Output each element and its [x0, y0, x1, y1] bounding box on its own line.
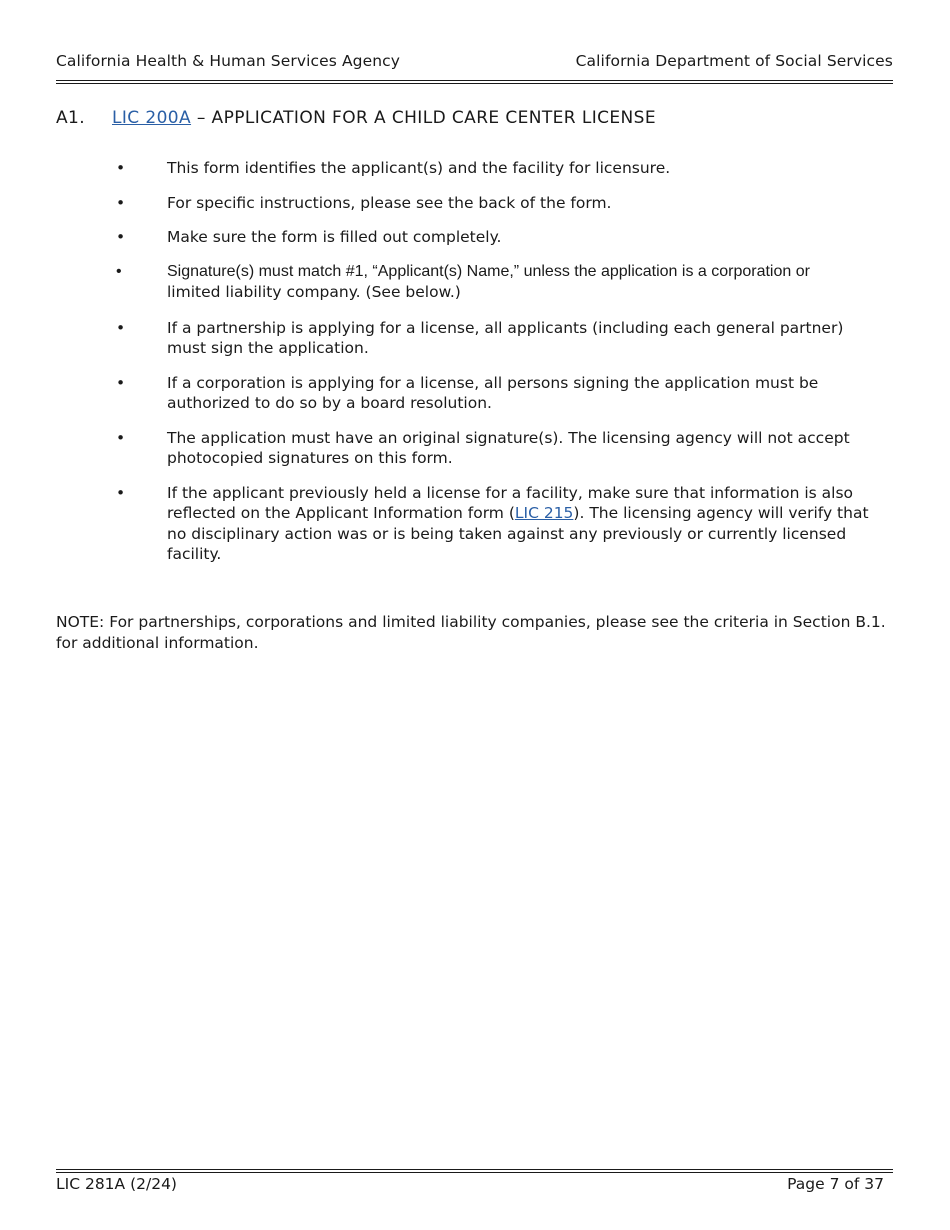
footer-rule-bottom: [56, 1172, 893, 1173]
list-item: [116, 158, 886, 179]
bullet-glyph: •: [116, 262, 122, 280]
list-item-text-before-link: If the applicant previously held a license for a facility, make sure that information is also reflected on the Applicant Information form (: [167, 483, 854, 522]
lic-200a-link[interactable]: LIC 200A: [112, 108, 192, 128]
bullet-glyph: •: [116, 483, 126, 502]
footer-rule-top: [56, 1169, 893, 1170]
bullet-glyph: •: [116, 228, 126, 246]
section-heading: [56, 108, 656, 128]
section-number: A1.: [56, 108, 86, 128]
bullet-glyph: •: [116, 193, 126, 212]
list-item-text: For specific instructions, please see the back of the form.: [167, 193, 612, 212]
list-item: [116, 262, 886, 304]
list-item-text: If a corporation is applying for a license, all persons signing the application must be authorized to do so by a board resolution.: [167, 373, 819, 412]
page-number: Page 7 of 37: [787, 1175, 884, 1193]
header-rule-top: [56, 80, 893, 81]
list-item-text-after-link: ). The licensing agency will verify that no disciplinary action was or is being taken against any previously or currently licensed facility.: [167, 504, 869, 563]
section-title: – APPLICATION FOR A CHILD CARE CENTER LICENSE: [191, 108, 656, 128]
list-item: [116, 428, 886, 469]
bullet-glyph: •: [116, 373, 126, 392]
list-item: [116, 483, 886, 565]
list-item: [116, 373, 886, 414]
header-department: California Department of Social Services: [575, 52, 893, 70]
instruction-list: [116, 158, 886, 579]
list-item-text: Signature(s) must match #1, “Applicant(s) Name,” unless the application is a corporation or: [167, 262, 810, 280]
list-item-text-continued: limited liability company. (See below.): [167, 283, 461, 301]
list-item: [116, 227, 886, 248]
list-item: [116, 193, 886, 214]
list-item-text: The application must have an original signature(s). The licensing agency will not accept photocopied signatures on this form.: [167, 428, 850, 467]
bullet-glyph: •: [116, 428, 126, 447]
list-item-text: If a partnership is applying for a license, all applicants (including each general partner) must sign the application.: [167, 318, 844, 357]
list-item: [116, 318, 886, 359]
note-paragraph: NOTE: For partnerships, corporations and limited liability companies, please see the criteria in Section B.1. for additional information.: [56, 613, 886, 652]
bullet-glyph: •: [116, 318, 126, 337]
form-number: LIC 281A (2/24): [56, 1175, 177, 1193]
page-header: [56, 52, 893, 74]
list-item-text: This form identifies the applicant(s) and the facility for licensure.: [167, 159, 671, 177]
lic-215-link[interactable]: LIC 215: [514, 504, 574, 522]
header-rule-bottom: [56, 83, 893, 84]
page-footer: [56, 1175, 884, 1193]
header-agency: California Health & Human Services Agency: [56, 52, 401, 70]
bullet-glyph: •: [116, 159, 126, 177]
list-item-text: Make sure the form is filled out completely.: [167, 228, 502, 246]
